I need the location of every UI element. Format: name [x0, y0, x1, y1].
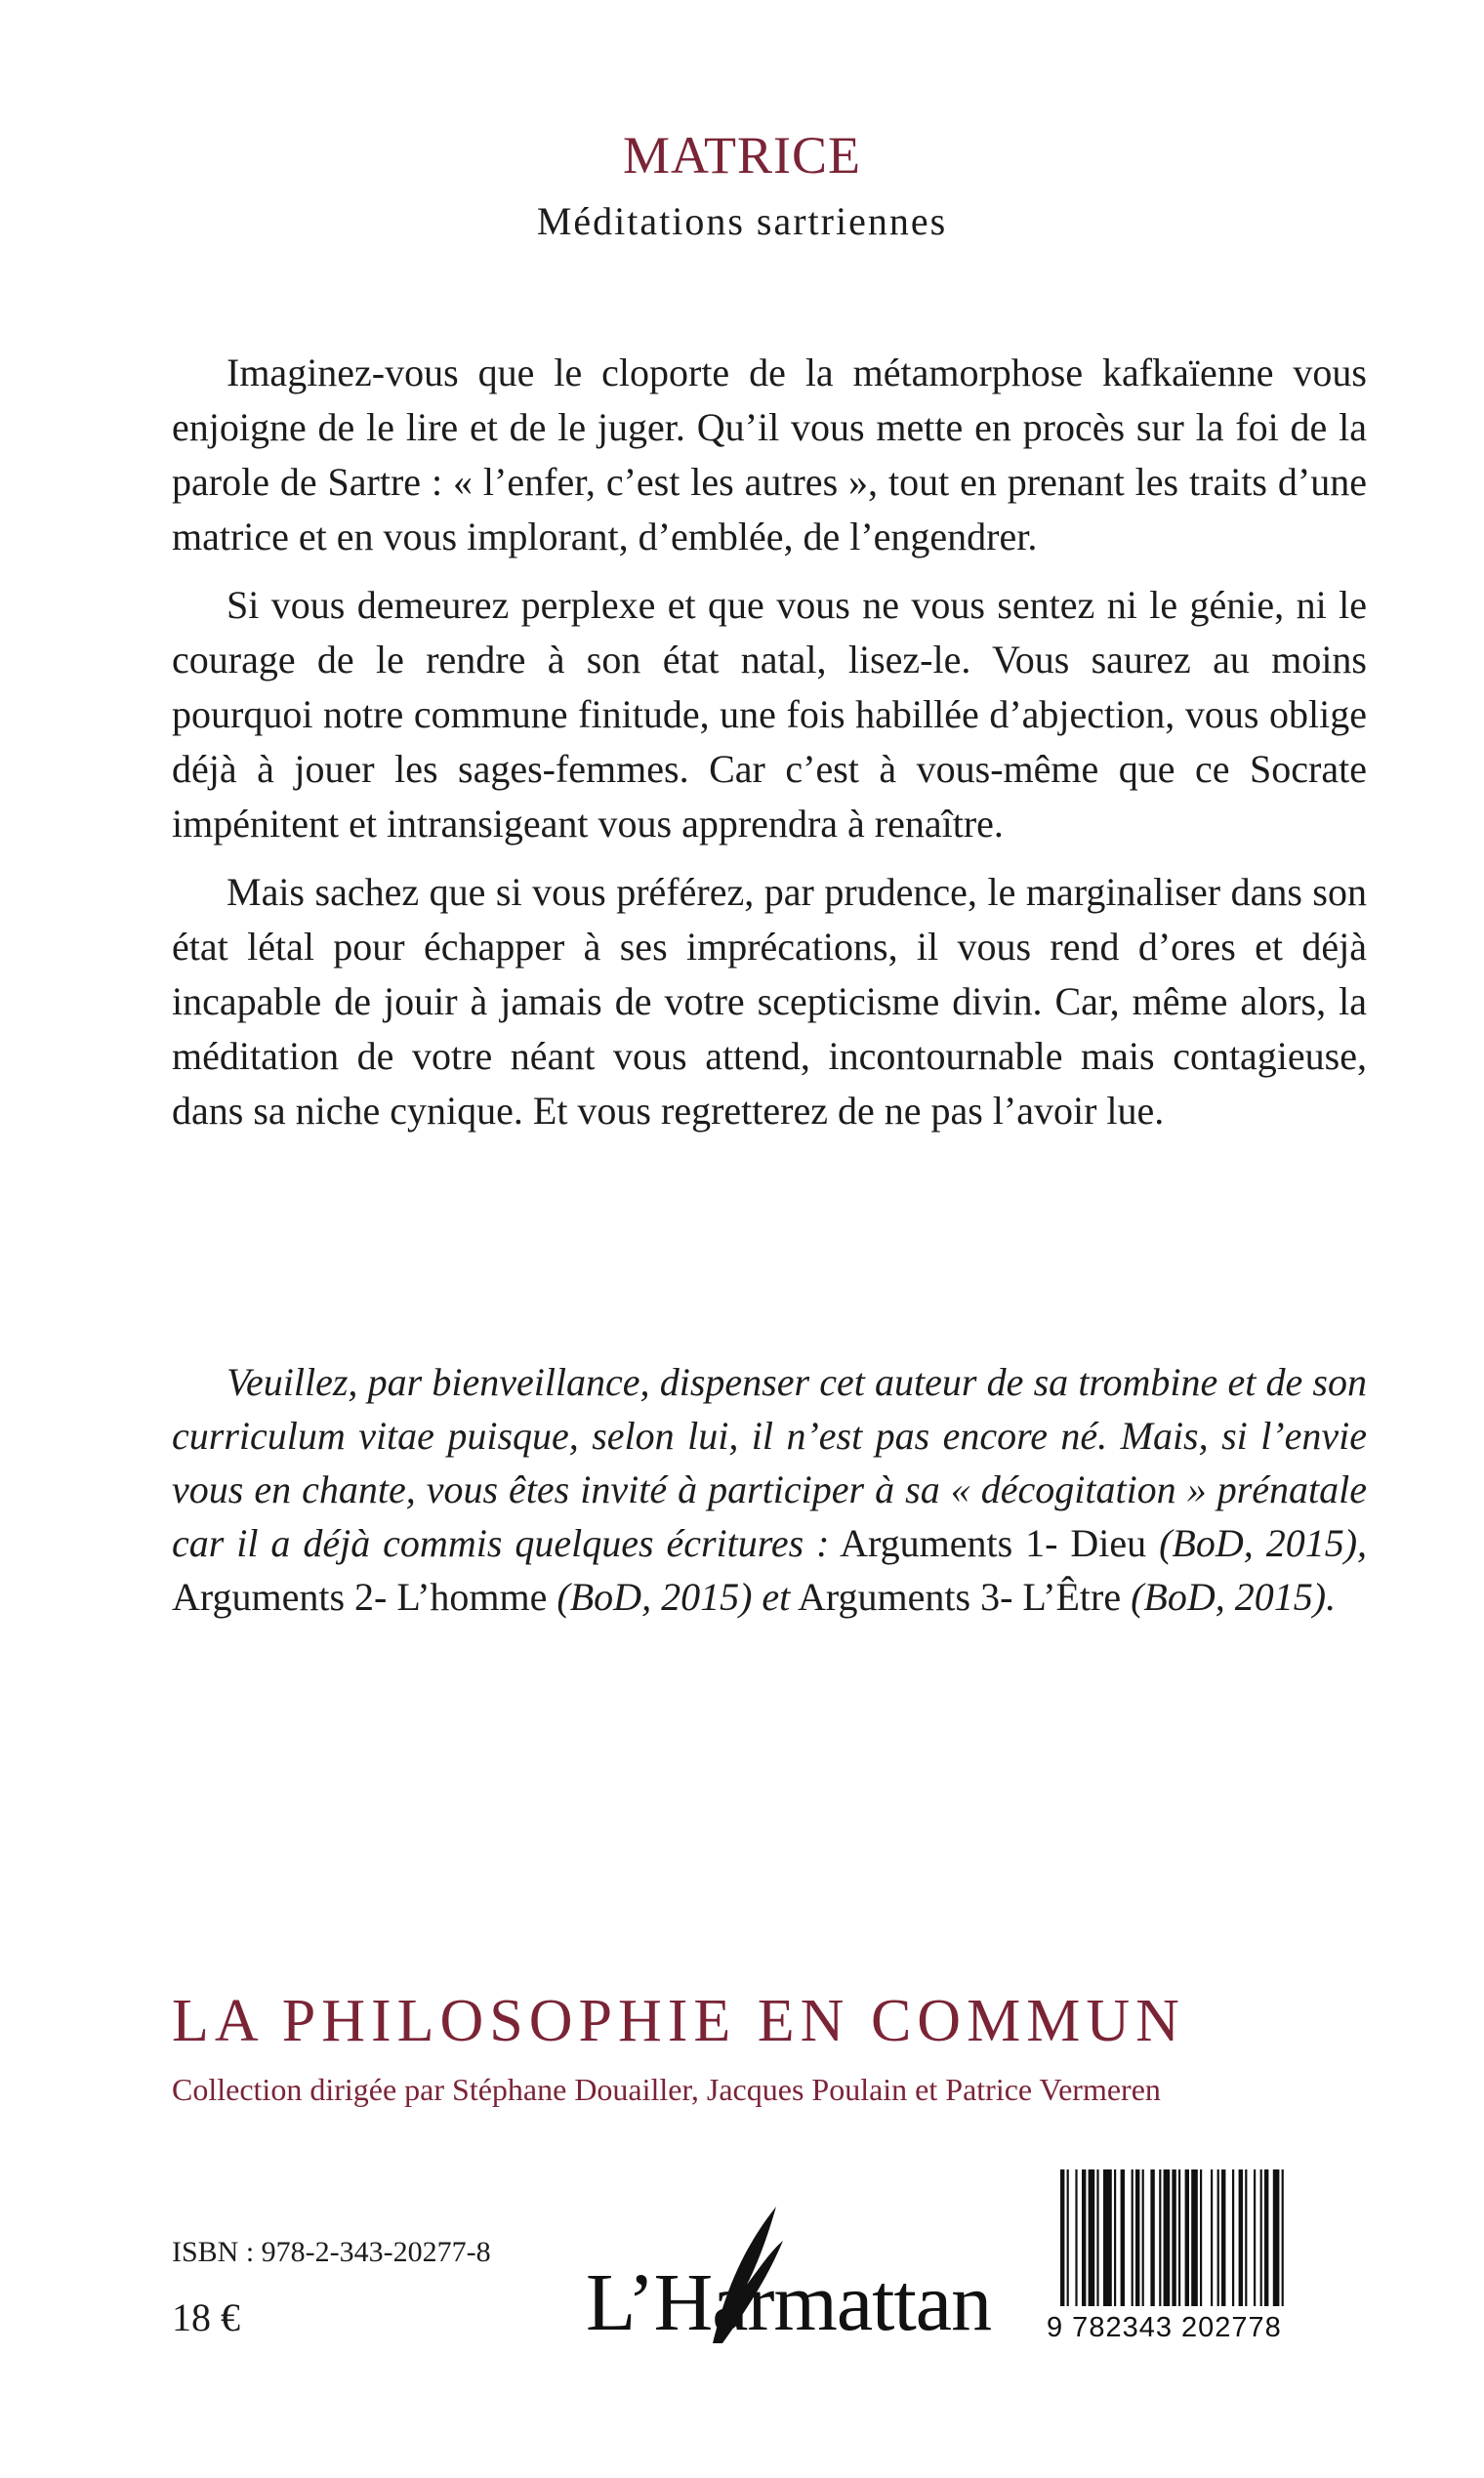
barcode-bar [1264, 2169, 1268, 2306]
author-note-intro: Veuillez, par bienveillance, dispenser cet auteur de sa trombine et de son curriculum vitae puisque, selon lui, il n’est pas encore né. Mais, si l’envie vous en chante, vous êtes invité à participer à sa « décogitation » prénatale car il a déjà commis quelques écritures : [172, 1360, 1367, 1565]
barcode-bar [1132, 2169, 1134, 2306]
barcode-bar [1178, 2169, 1180, 2306]
barcode-bar [1245, 2169, 1247, 2306]
barcode-number: 9 782343 202778 [1047, 2312, 1282, 2343]
barcode-bar [1239, 2169, 1243, 2306]
price: 18 € [172, 2295, 240, 2339]
barcode-bar [1060, 2169, 1064, 2306]
barcode-bar [1221, 2169, 1225, 2306]
barcode-bar [1114, 2169, 1116, 2306]
book-ref-publisher: (BoD, 2015), [1159, 1521, 1368, 1565]
book-subtitle: Méditations sartriennes [536, 199, 948, 243]
barcode-bar [1191, 2169, 1198, 2306]
barcode-bar [1135, 2169, 1139, 2306]
blurb [172, 346, 1367, 1152]
barcode-bar [1164, 2169, 1171, 2306]
blurb-paragraph: Mais sachez que si vous préférez, par prudence, le marginaliser dans son état létal pour échapper à ses imprécations, il vous rend d’ores et déjà incapable de jouir à jamais de votre scepticisme divin. Car, même alors, la méditation de votre néant vous attend, incontournable mais contagieuse, dans sa niche cynique. Et vous regretterez de ne pas l’avoir lue. [172, 870, 1367, 1133]
barcode-bar [1075, 2169, 1077, 2306]
barcode-bar [1067, 2169, 1069, 2306]
book-ref-publisher: (BoD, 2015). [1131, 1575, 1337, 1619]
book-ref: Arguments 1- Dieu [840, 1521, 1147, 1565]
barcode-bar [1260, 2169, 1262, 2306]
barcode-bar [1273, 2169, 1280, 2306]
collection-directors: Collection dirigée par Stéphane Douailler, Jacques Poulain et Patrice Vermeren [172, 2072, 1161, 2107]
blurb-paragraph: Si vous demeurez perplexe et que vous ne vous sentez ni le génie, ni le courage de le rendre à son état natal, lisez-le. Vous saurez au moins pourquoi notre commune finitude, une fois habillée d’abjection, vous oblige déjà à jouer les sages-femmes. Car c’est à vous-même que ce Socrate impénitent et intransigeant vous apprendra à renaître. [172, 583, 1367, 846]
collection-name: LA PHILOSOPHIE EN COMMUN [172, 1988, 1185, 2054]
barcode-bar [1211, 2169, 1213, 2306]
publisher-name: L’Harmattan [586, 2257, 992, 2348]
publisher-logo [566, 2197, 996, 2363]
barcode-bar [1142, 2169, 1144, 2306]
barcode-bar [1185, 2169, 1189, 2306]
blurb-paragraph: Imaginez-vous que le cloporte de la métamorphose kafkaïenne vous enjoigne de le lire et de le juger. Qu’il vous mette en procès sur la foi de la parole de Sartre : « l’enfer, c’est les autres », tout en prenant les traits d’une matrice et en vous implorant, d’emblée, de l’engendrer. [172, 351, 1367, 558]
barcode-bar [1103, 2169, 1112, 2306]
barcode-bar [1150, 2169, 1154, 2306]
book-ref: Arguments 2- L’homme [172, 1575, 548, 1619]
book-ref-publisher: (BoD, 2015) et [556, 1575, 791, 1619]
barcode-bar [1282, 2169, 1284, 2306]
barcode-bar [1121, 2169, 1125, 2306]
book-title: MATRICE [622, 126, 861, 185]
barcode-bar [1096, 2169, 1098, 2306]
book-ref: Arguments 3- L’Être [798, 1575, 1122, 1619]
barcode-bar [1089, 2169, 1095, 2306]
barcode-bar [1172, 2169, 1175, 2306]
barcode-bar [1254, 2169, 1256, 2306]
barcode-bar [1232, 2169, 1234, 2306]
barcode-bar [1159, 2169, 1161, 2306]
isbn: ISBN : 978-2-343-20277-8 [172, 2236, 491, 2268]
barcode-bar [1200, 2169, 1202, 2306]
barcode-bar [1217, 2169, 1219, 2306]
author-note [172, 1355, 1367, 1624]
barcode-bar [1082, 2169, 1086, 2306]
